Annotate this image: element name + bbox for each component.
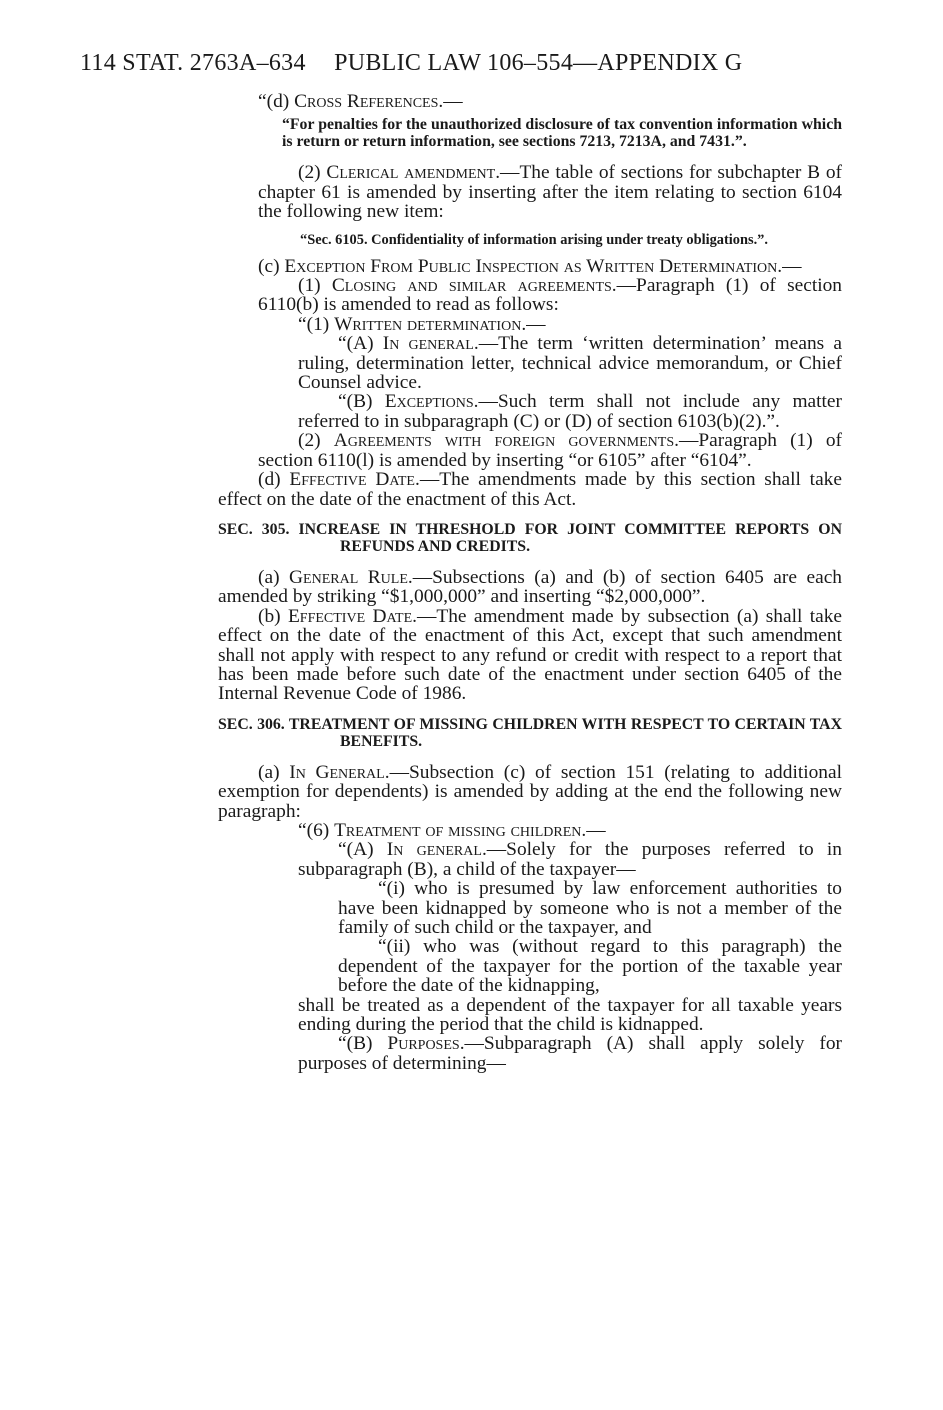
public-law-reference: PUBLIC LAW 106–554—APPENDIX G [334, 50, 743, 76]
subparagraph-a-in-general: “(A) In general.—The term ‘written determination’ means a ruling, determination letter, technical advice memorandum, or Chief Counsel advice. [298, 333, 843, 394]
cross-reference-note: “For penalties for the unauthorized disclosure of tax convention information which is return or return information, see sections 7213, 7213A, and 7431.”. [282, 116, 842, 150]
paragraph-6-missing-children: “(6) Treatment of missing children.— [298, 819, 606, 841]
document-body [218, 92, 842, 1073]
clause-i-kidnapped: “(i) who is presumed by law enforcement authorities to have been kidnapped by someone who is not a member of the family of such child or the taxpayer, and [338, 878, 842, 938]
statute-reference: 114 STAT. 2763A–634 [80, 50, 306, 76]
flush-language-dependent: shall be treated as a dependent of the taxpayer for all taxable years ending during the period that the child is kidnapped. [298, 994, 842, 1036]
subsection-d-effective-date: (d) Effective Date.—The amendments made by this section shall take effect on the date of the enactment of this Act. [218, 469, 842, 510]
table-of-sections-new-item: “Sec. 6105. Confidentiality of information arising under treaty obligations.”. [300, 231, 768, 248]
paragraph-written-determination: “(1) Written determination.— [298, 313, 546, 335]
page-header [80, 50, 742, 77]
subsection-c-exception: (c) Exception From Public Inspection as Written Determination.— [258, 255, 802, 277]
subparagraph-b-purposes: “(B) Purposes.—Subparagraph (A) shall apply solely for purposes of determining— [298, 1033, 842, 1074]
section-306-heading: SEC. 306. TREATMENT OF MISSING CHILDREN WITH RESPECT TO CERTAIN TAX BENEFITS. [218, 715, 842, 751]
section-305-general-rule: (a) General Rule.—Subsections (a) and (b) of section 6405 are each amended by striking “$1,000,000” and inserting “$2,000,000”. [218, 566, 842, 608]
paragraph-clerical-amendment: (2) Clerical amendment.—The table of sections for subchapter B of chapter 61 is amended by inserting after the item relating to section 6104 the following new item: [258, 162, 842, 223]
section-305-heading: SEC. 305. INCREASE IN THRESHOLD FOR JOINT COMMITTEE REPORTS ON REFUNDS AND CREDITS. [218, 520, 842, 556]
paragraph-closing-agreements: (1) Closing and similar agreements.—Paragraph (1) of section 6110(b) is amended to read as follows: [258, 275, 843, 316]
subparagraph-a-missing-children: “(A) In general.—Solely for the purposes referred to in subparagraph (B), a child of the taxpayer— [298, 839, 842, 880]
subparagraph-b-exceptions: “(B) Exceptions.—Such term shall not include any matter referred to in subparagraph (C) or (D) of section 6103(b)(2).”. [298, 391, 842, 432]
paragraph-foreign-agreements: (2) Agreements with foreign governments.—Paragraph (1) of section 6110(l) is amended by inserting “or 6105” after “6104”. [258, 430, 842, 471]
clause-ii-dependent: “(ii) who was (without regard to this paragraph) the dependent of the taxpayer for the portion of the taxable year before the date of the kidnapping, [338, 936, 842, 997]
subsection-d-cross-references: “(d) Cross References.— [258, 91, 463, 112]
section-305-effective-date: (b) Effective Date.—The amendment made by subsection (a) shall take effect on the date of the enactment of this Act, except that such amendment shall not apply with respect to any refund or credit with respect to a report that has been made before such date of the enactment under section 6405 of the Internal Revenue Code of 1986. [218, 605, 842, 705]
section-306-in-general: (a) In General.—Subsection (c) of section 151 (relating to additional exemption for dependents) is amended by adding at the end the following new paragraph: [218, 761, 842, 822]
